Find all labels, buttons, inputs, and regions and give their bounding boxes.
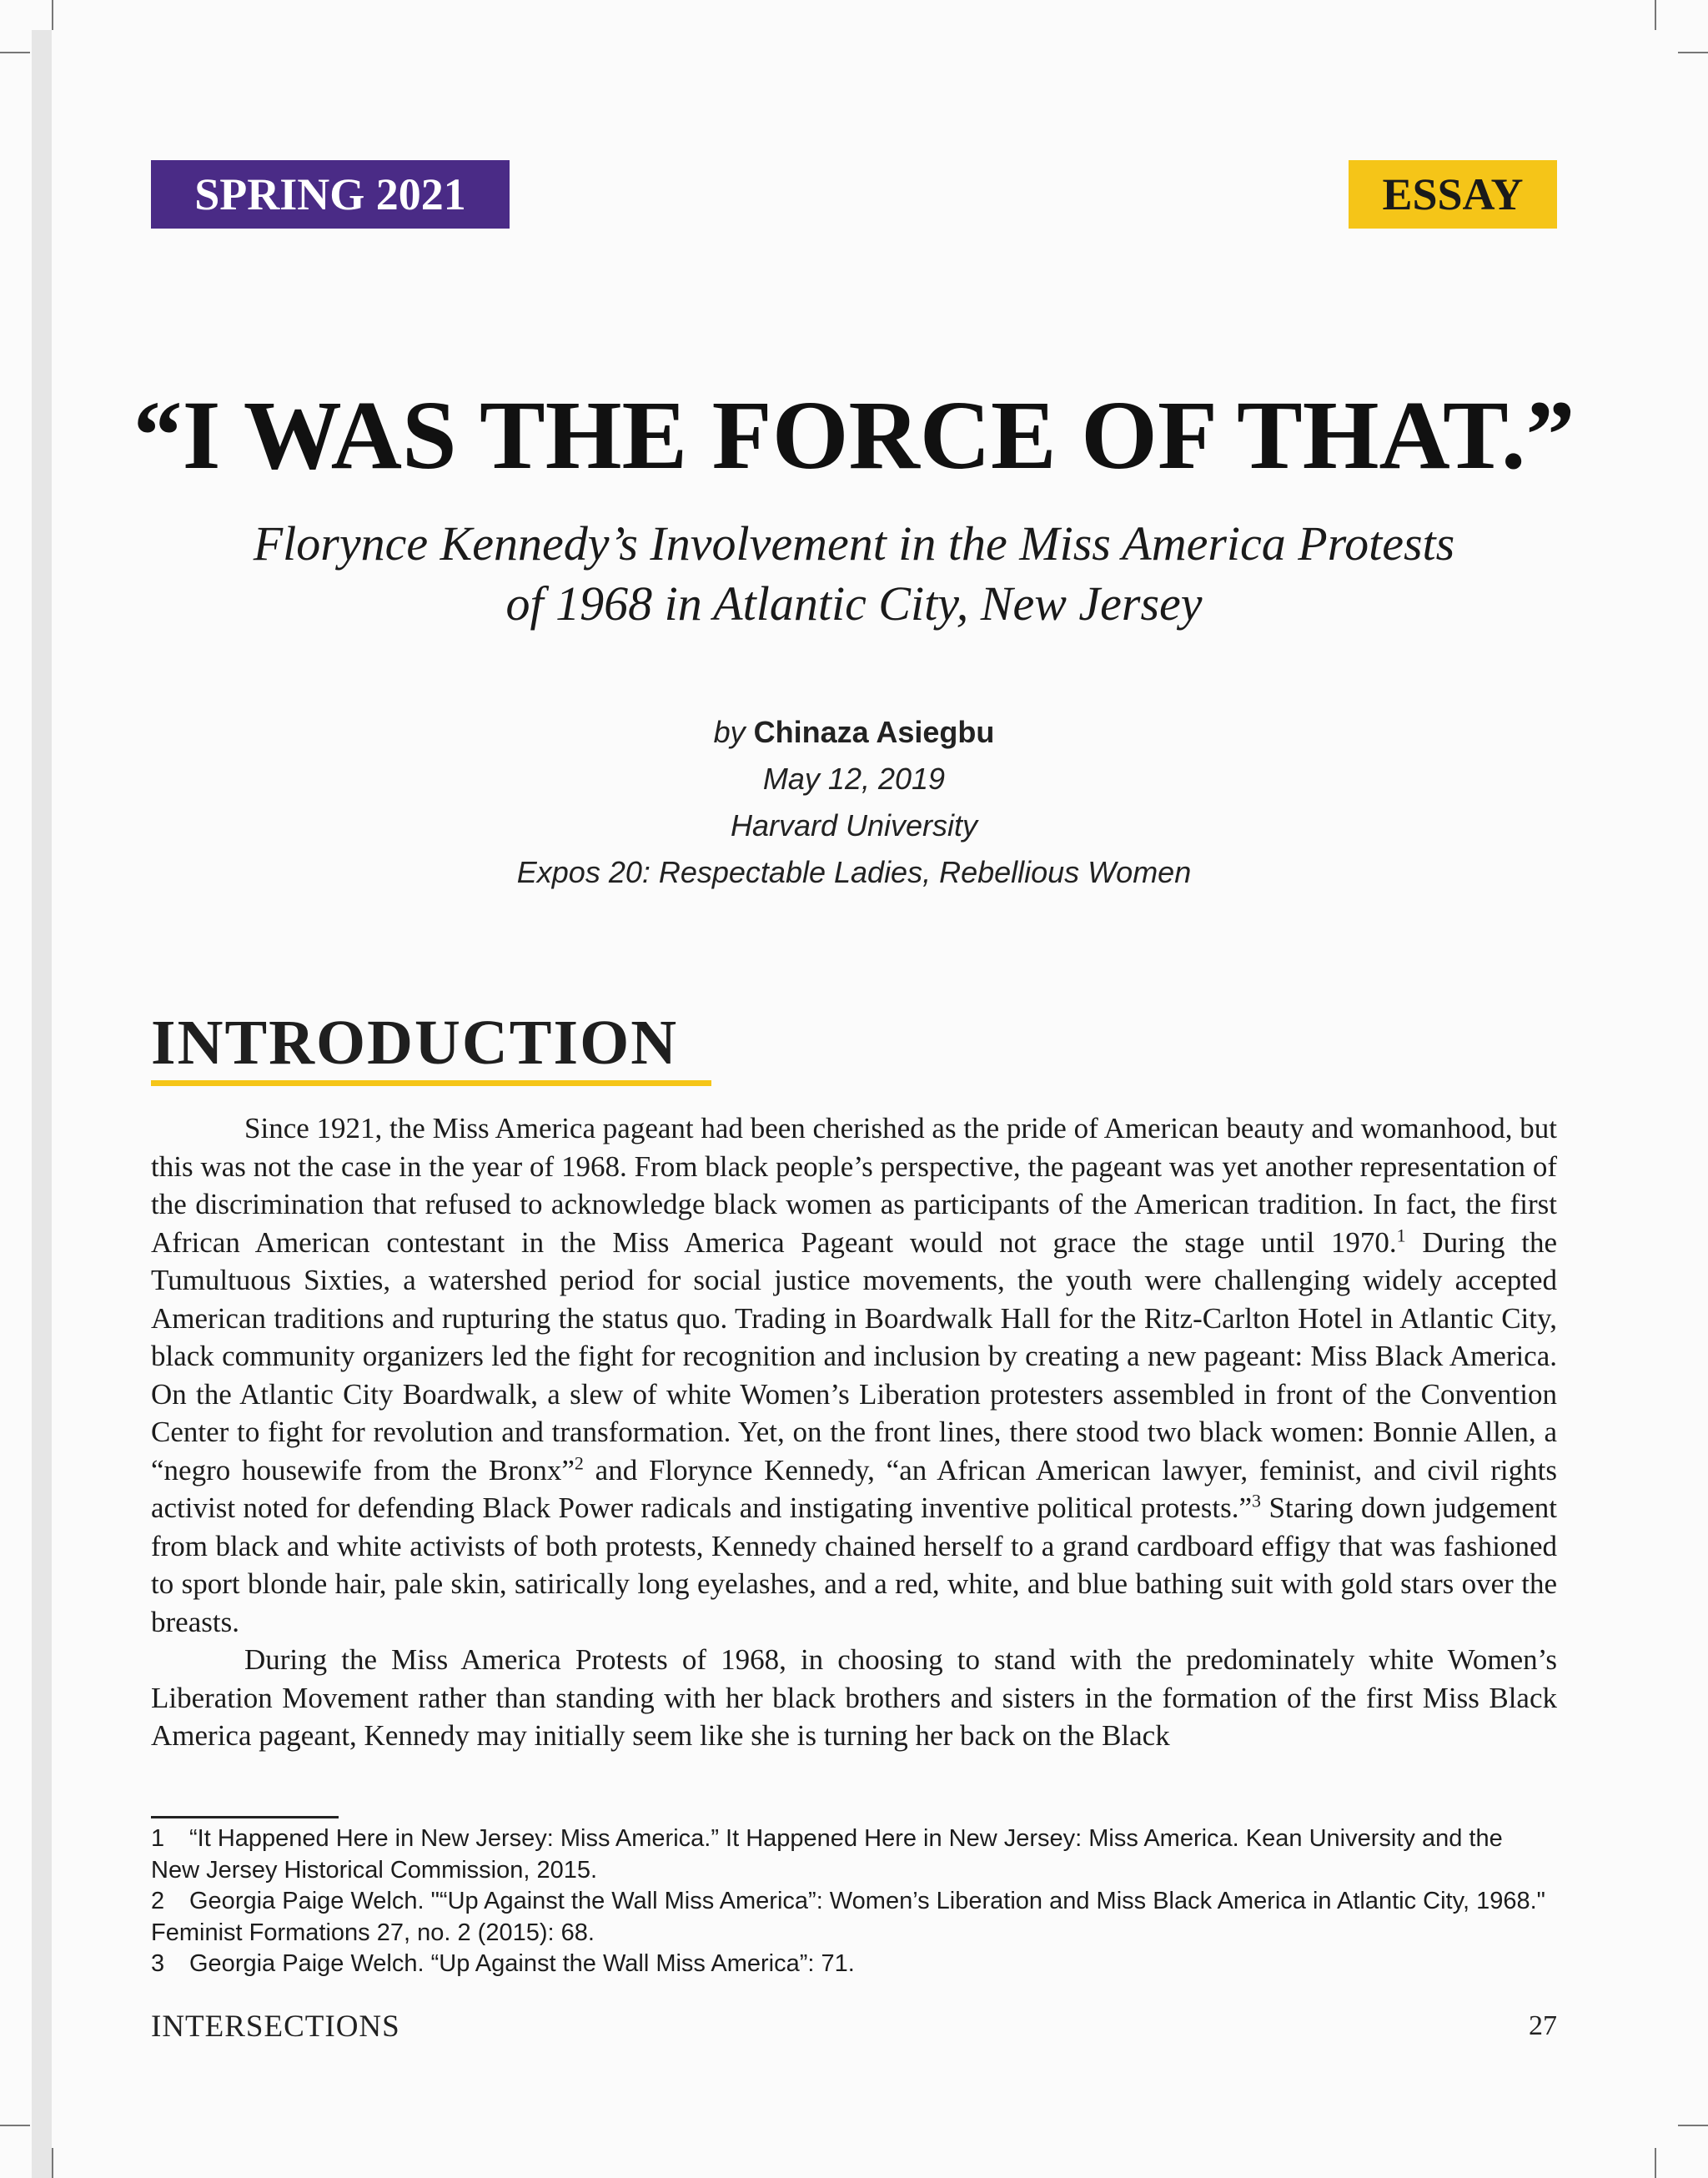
footnote-ref[interactable]: 1 (1396, 1224, 1406, 1245)
text-run: Staring down judgement from black and white activists of both protests, Kennedy chained herself to a grand cardboard effigy that was fashioned to sport blonde hair, pale skin, satirically long eyelashes, and a red, white, and blue bathing suit with gold stars over the breasts. (151, 1491, 1557, 1638)
subtitle-line: of 1968 in Atlantic City, New Jersey (505, 576, 1203, 631)
crop-mark (0, 2125, 30, 2126)
season-badge: SPRING 2021 (151, 160, 510, 229)
page-number: 27 (1529, 2010, 1557, 2041)
crop-mark (1655, 2148, 1656, 2178)
section-heading: INTRODUCTION (151, 1008, 679, 1078)
text-run: and Florynce Kennedy, “an African American lawyer, feminist, and civil rights activist noted for defending Black Power radicals and instigating inventive political protests.” (151, 1453, 1557, 1524)
footnote-text: Georgia Paige Welch. "“Up Against the Wall Miss America”: Women’s Liberation and Miss Black America in Atlantic City, 1968." Feminist Formations 27, no. 2 (2015): 68. (151, 1888, 1545, 1946)
paragraph (151, 1109, 1557, 1641)
institution: Harvard University (730, 808, 978, 843)
by-prefix: by (713, 715, 746, 749)
footnotes (151, 1823, 1557, 1980)
crop-mark (52, 2148, 53, 2178)
crop-mark (1655, 0, 1656, 30)
footnote-ref[interactable]: 2 (574, 1451, 584, 1473)
byline (250, 709, 1458, 896)
paragraph: During the Miss America Protests of 1968, in choosing to stand with the predominately white Women’s Liberation Movement rather than standing with her black brothers and sisters in the formation of the first Miss Black America pageant, Kennedy may initially seem like she is turning her back on the Black (151, 1643, 1557, 1752)
text-run: Since 1921, the Miss America pageant had been cherished as the pride of American beauty and womanhood, but this was not the case in the year of 1968. From black people’s perspective, the pageant was yet another representation of the discrimination that refused to acknowledge black women as participants of the American tradition. In fact, the first African American contestant in the Miss America Pageant would not grace the stage until 1970. (151, 1112, 1557, 1259)
footnote-number: 2 (151, 1888, 165, 1914)
footnote-divider (151, 1816, 339, 1818)
footnote-text: “It Happened Here in New Jersey: Miss America.” It Happened Here in New Jersey: Miss America. Kean University and the New Jersey Historical Commission, 2015. (151, 1825, 1503, 1884)
footnote (151, 1823, 1557, 1886)
heading-underline (151, 1080, 711, 1086)
crop-mark (52, 0, 53, 30)
footnote-number: 3 (151, 1950, 165, 1977)
subtitle-line: Florynce Kennedy’s Involvement in the Miss America Protests (253, 516, 1455, 571)
author-line (250, 709, 1458, 756)
footnote-ref[interactable]: 3 (1251, 1490, 1261, 1512)
crop-mark (1678, 52, 1708, 53)
article-title: “I WAS THE FORCE OF THAT.” (133, 380, 1575, 490)
crop-mark (0, 52, 30, 53)
footnote-text: Georgia Paige Welch. “Up Against the Wall Miss America”: 71. (189, 1950, 855, 1977)
article-subtitle (167, 514, 1541, 634)
article-date: May 12, 2019 (762, 762, 946, 796)
article-type-badge: ESSAY (1349, 160, 1557, 229)
course-name: Expos 20: Respectable Ladies, Rebellious Women (516, 855, 1192, 889)
footnote (151, 1886, 1557, 1949)
footnote-number: 1 (151, 1825, 165, 1852)
crop-mark (1678, 2125, 1708, 2126)
author-name: Chinaza Asiegbu (753, 715, 995, 749)
body-text (151, 1109, 1557, 1755)
publication-name: INTERSECTIONS (151, 2009, 400, 2044)
binding-edge (32, 30, 52, 2178)
footnote (151, 1949, 1557, 1980)
text-run: During the Tumultuous Sixties, a watershed period for social justice movements, the youth were challenging widely accepted American traditions and rupturing the status quo. Trading in Boardwalk Hall for the Ritz-Carlton Hotel in Atlantic City, black community organizers led the fight for recognition and inclusion by creating a new pageant: Miss Black America. On the Atlantic City Boardwalk, a slew of white Women’s Liberation protesters assembled in front of the Convention Center to fight for revolution and transformation. Yet, on the front lines, there stood two black women: Bonnie Allen, a “negro housewife from the Bronx” (151, 1225, 1557, 1486)
